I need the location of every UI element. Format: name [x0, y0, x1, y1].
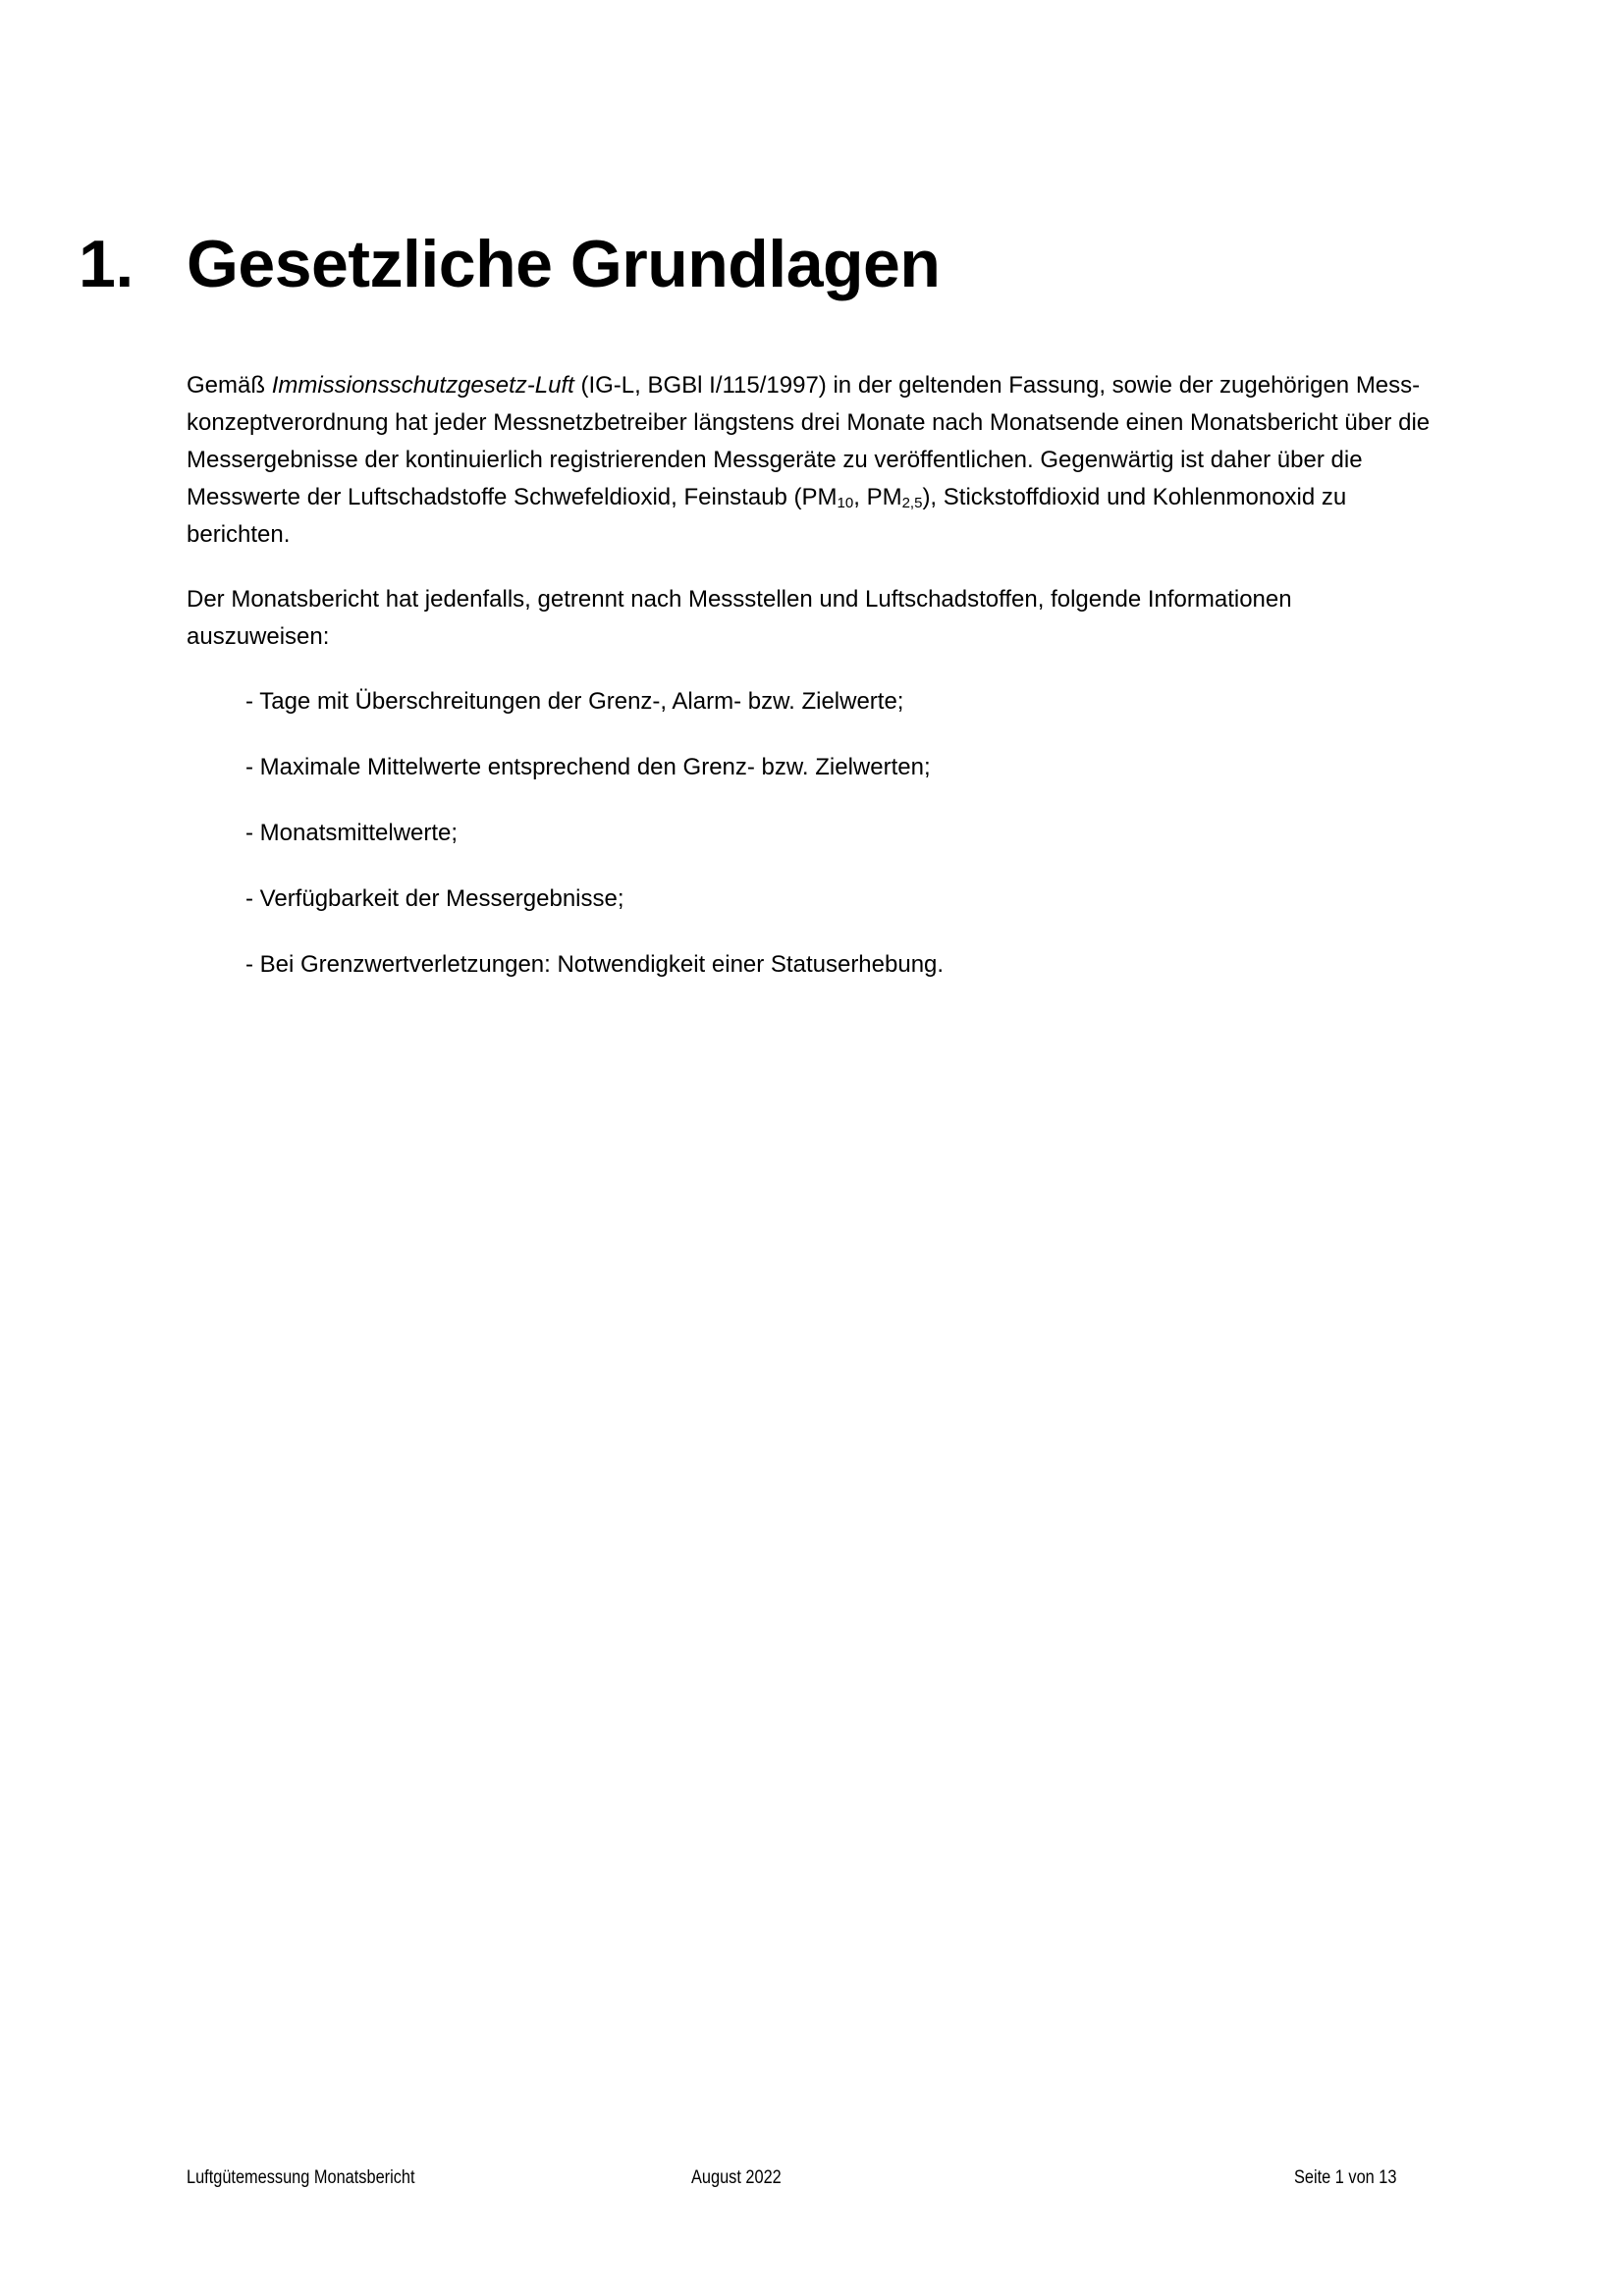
- law-name: Immissionsschutzgesetz-Luft: [271, 372, 574, 399]
- paragraph-text: Gemäß: [187, 372, 272, 399]
- paragraph-text: , PM: [853, 484, 902, 510]
- paragraph-report-requirements: Der Monatsbericht hat jedenfalls, getrennt nach Messstellen und Luftschadstoffen, folgende Informationen auszuweisen:: [187, 586, 1292, 650]
- subscript-pm10: 10: [837, 495, 854, 511]
- paragraph-text: (IG-L, BGBl I/115/1997) in der geltenden Fassung, sowie der zugehörigen Mess-konzeptverordnung hat jeder Messnetzbetreiber längstens drei Monate nach Monatsende einen Monatsbericht über die Messergebnisse der kontinuierlich registrierenden Messgeräte zu veröffentlichen. Gegenwärtig ist daher über die Messwerte der Luftschadstoffe Schwefeldioxid, Feinstaub (PM: [187, 372, 1431, 510]
- section-title: Gesetzliche Grundlagen: [187, 227, 941, 301]
- section-heading: [79, 228, 940, 301]
- list-item: - Tage mit Überschreitungen der Grenz-, Alarm- bzw. Zielwerte;: [245, 688, 904, 715]
- list-item: - Maximale Mittelwerte entsprechend den Grenz- bzw. Zielwerten;: [245, 754, 931, 780]
- paragraph-legal-basis: [187, 367, 1438, 554]
- footer-page-number: Seite 1 von 13: [1294, 2167, 1397, 2188]
- requirements-list: [187, 683, 1438, 984]
- paragraph-text: ), Stickstoffdioxid und Kohlenmonoxid zu berichten.: [187, 484, 1347, 548]
- section-number: 1.: [79, 227, 134, 301]
- section-body: [187, 367, 1438, 1012]
- list-item: - Verfügbarkeit der Messergebnisse;: [245, 885, 624, 912]
- subscript-pm25: 2,5: [901, 495, 923, 511]
- footer-date: August 2022: [691, 2167, 782, 2188]
- list-item: - Bei Grenzwertverletzungen: Notwendigkeit einer Statuserhebung.: [245, 951, 945, 978]
- list-item: - Monatsmittelwerte;: [245, 820, 459, 846]
- footer-report-title: Luftgütemessung Monatsbericht: [187, 2167, 415, 2188]
